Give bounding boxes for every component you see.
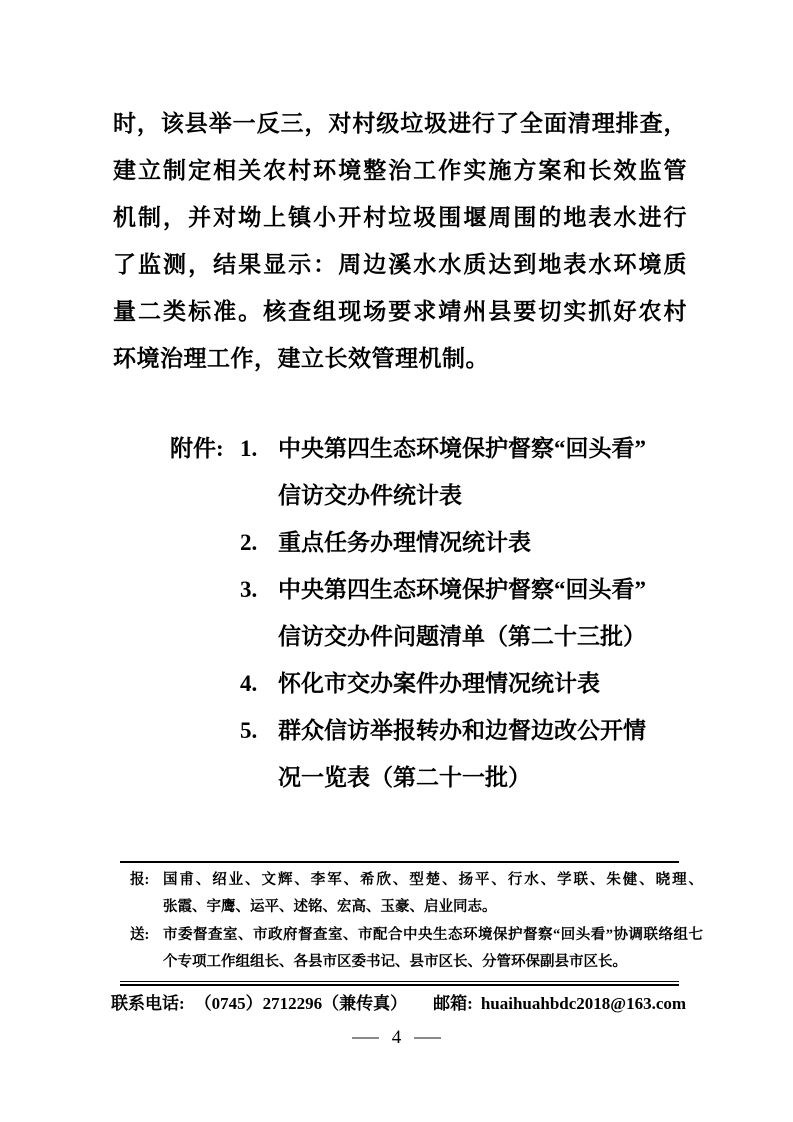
attachment-row (170, 519, 710, 566)
attachment-text: 重点任务办理情况统计表 (278, 530, 531, 555)
attachment-label-spacer (170, 519, 240, 566)
attachment-list (170, 425, 710, 801)
report-label: 报: (130, 872, 150, 888)
body-line: 量二类标准。核查组现场要求靖州县要切实抓好农村 (113, 299, 687, 324)
send-line (120, 949, 703, 976)
attachment-label-spacer (170, 566, 240, 613)
attachment-number (240, 613, 278, 660)
page-number (0, 1026, 793, 1050)
attachment-row (170, 566, 710, 613)
footer-content (120, 863, 703, 979)
body-line: 时，该县举一反三，对村级垃圾进行了全面清理排查， (113, 111, 687, 136)
attachment-row (170, 707, 710, 754)
contact-info (111, 989, 711, 1014)
send-recipients: 市委督查室、市政府督查室、市配合中央生态环境保护督察“回头看”协调联络组七 (163, 926, 703, 943)
body-line: 了监测，结果显示：周边溪水水质达到地表水环境质 (113, 252, 687, 277)
attachment-label-spacer (170, 660, 240, 707)
attachment-row (170, 472, 710, 519)
attachment-text: 怀化市交办案件办理情况统计表 (278, 671, 600, 696)
body-line: 环境治理工作，建立长效管理机制。 (113, 346, 489, 371)
page-dash-left (352, 1037, 379, 1039)
page-dash-right (414, 1037, 441, 1039)
attachment-number (240, 472, 278, 519)
send-label: 送: (130, 926, 150, 943)
attachment-label-spacer (170, 707, 240, 754)
phone-value: （0745）2712296（兼传真） (194, 994, 408, 1013)
report-names: 国甫、绍业、文辉、李军、希欣、型楚、扬平、行水、学联、朱健、晓理、 (163, 872, 703, 888)
attachment-text: 中央第四生态环境保护督察“回头看” (278, 577, 646, 602)
report-line (120, 867, 703, 894)
attachment-text: 中央第四生态环境保护督察“回头看” (278, 436, 646, 461)
report-line (120, 894, 703, 921)
attachment-row (170, 425, 710, 472)
attachment-number: 4. (240, 671, 258, 696)
attachment-row (170, 613, 710, 660)
body-line: 建立制定相关农村环境整治工作实施方案和长效监管 (113, 158, 687, 183)
email-label: 邮箱: (433, 994, 473, 1013)
body-paragraph (113, 100, 687, 382)
attachment-row (170, 660, 710, 707)
attachment-text: 群众信访举报转办和边督边改公开情 (278, 718, 646, 743)
attachment-number: 1. (240, 436, 258, 461)
body-line: 机制，并对坳上镇小开村垃圾围堰周围的地表水进行 (113, 205, 687, 230)
attachment-label-spacer (170, 754, 240, 801)
attachment-row (170, 754, 710, 801)
attachments-label: 附件: (170, 436, 224, 461)
send-line (120, 922, 703, 949)
attachment-label-spacer (170, 472, 240, 519)
footer-distribution (120, 861, 703, 986)
email-value: huaihuahbdc2018@163.com (480, 994, 687, 1013)
page-number-value: 4 (391, 1027, 402, 1049)
attachment-number: 2. (240, 530, 258, 555)
footer-bottom-divider (120, 981, 679, 986)
attachment-text: 况一览表（第二十一批） (278, 765, 531, 790)
attachment-number: 5. (240, 718, 258, 743)
attachment-text: 信访交办件问题清单（第二十三批） (278, 624, 646, 649)
report-names: 张霞、宇鹰、运平、述铭、宏高、玉豪、启业同志。 (163, 899, 497, 916)
attachment-number: 3. (240, 577, 258, 602)
attachment-label-spacer (170, 613, 240, 660)
attachment-number (240, 754, 278, 801)
attachment-text: 信访交办件统计表 (278, 483, 462, 508)
phone-label: 联系电话: (111, 994, 185, 1013)
send-recipients: 个专项工作组组长、各县市区委书记、县市区长、分管环保副县市区长。 (163, 954, 627, 971)
